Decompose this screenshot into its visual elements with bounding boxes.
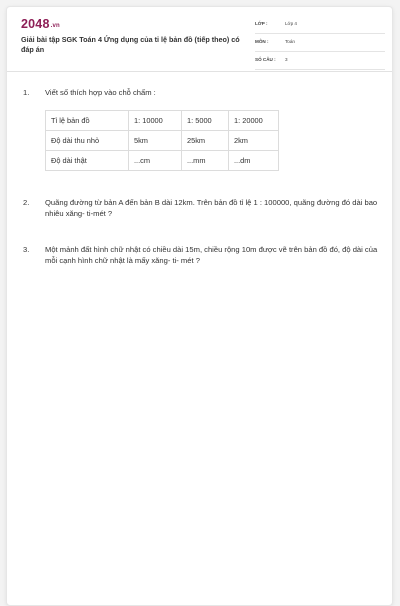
table-cell: Độ dài thật — [46, 150, 129, 170]
question-text: Quãng đường từ bản A đến bản B dài 12km. Trên bản đồ tỉ lệ 1 : 100000, quãng đường đó dài bao nhiêu xăng- ti-mét ? — [45, 197, 378, 218]
table-cell: ...cm — [129, 150, 182, 170]
meta-value-question-count: 3 — [285, 57, 288, 62]
meta-row-subject — [255, 36, 385, 52]
question-number: 2. — [23, 197, 30, 207]
logo-suffix: .vn — [50, 23, 60, 29]
meta-value-subject: Toán — [285, 39, 295, 44]
logo-main: 2048 — [21, 17, 50, 31]
question-number: 1. — [23, 88, 30, 97]
meta-label-class: LỚP : — [255, 21, 268, 26]
table-cell: 2km — [229, 130, 279, 150]
table-cell: 25km — [182, 130, 229, 150]
meta-value-class: Lớp 4 — [285, 21, 297, 26]
meta-row-question-count — [255, 54, 385, 70]
table-cell: 1: 20000 — [229, 110, 279, 130]
table-cell: 1: 10000 — [129, 110, 182, 130]
table-cell: Tỉ lệ bản đồ — [46, 110, 129, 130]
question-number: 3. — [23, 244, 30, 254]
meta-info — [255, 18, 385, 72]
question-text: Viết số thích hợp vào chỗ chấm : — [45, 88, 156, 97]
document-page — [6, 6, 393, 606]
meta-label-subject: MÔN : — [255, 39, 269, 44]
table-cell: ...mm — [182, 150, 229, 170]
document-header — [7, 7, 392, 72]
map-scale-table — [45, 110, 279, 171]
meta-label-question-count: SỐ CÂU : — [255, 57, 276, 62]
meta-row-class — [255, 18, 385, 34]
table-cell: 5km — [129, 130, 182, 150]
question-text: Một mảnh đất hình chữ nhật có chiều dài 15m, chiều rộng 10m được vẽ trên bản đồ đó, độ dài của mỗi cạnh hình chữ nhật là mấy xăng- ti- mét ? — [45, 244, 378, 265]
questions-content — [23, 85, 378, 267]
question-2 — [23, 197, 378, 220]
table-row — [46, 150, 279, 170]
table-cell: Độ dài thu nhỏ — [46, 130, 129, 150]
table-cell: ...dm — [229, 150, 279, 170]
table-cell: 1: 5000 — [182, 110, 229, 130]
document-title: Giải bài tập SGK Toán 4 Ứng dụng của tỉ lệ bản đồ (tiếp theo) có đáp án — [21, 35, 240, 54]
site-logo[interactable] — [21, 17, 60, 31]
table-row — [46, 130, 279, 150]
question-1 — [23, 87, 378, 99]
table-row — [46, 110, 279, 130]
question-3 — [23, 244, 378, 267]
